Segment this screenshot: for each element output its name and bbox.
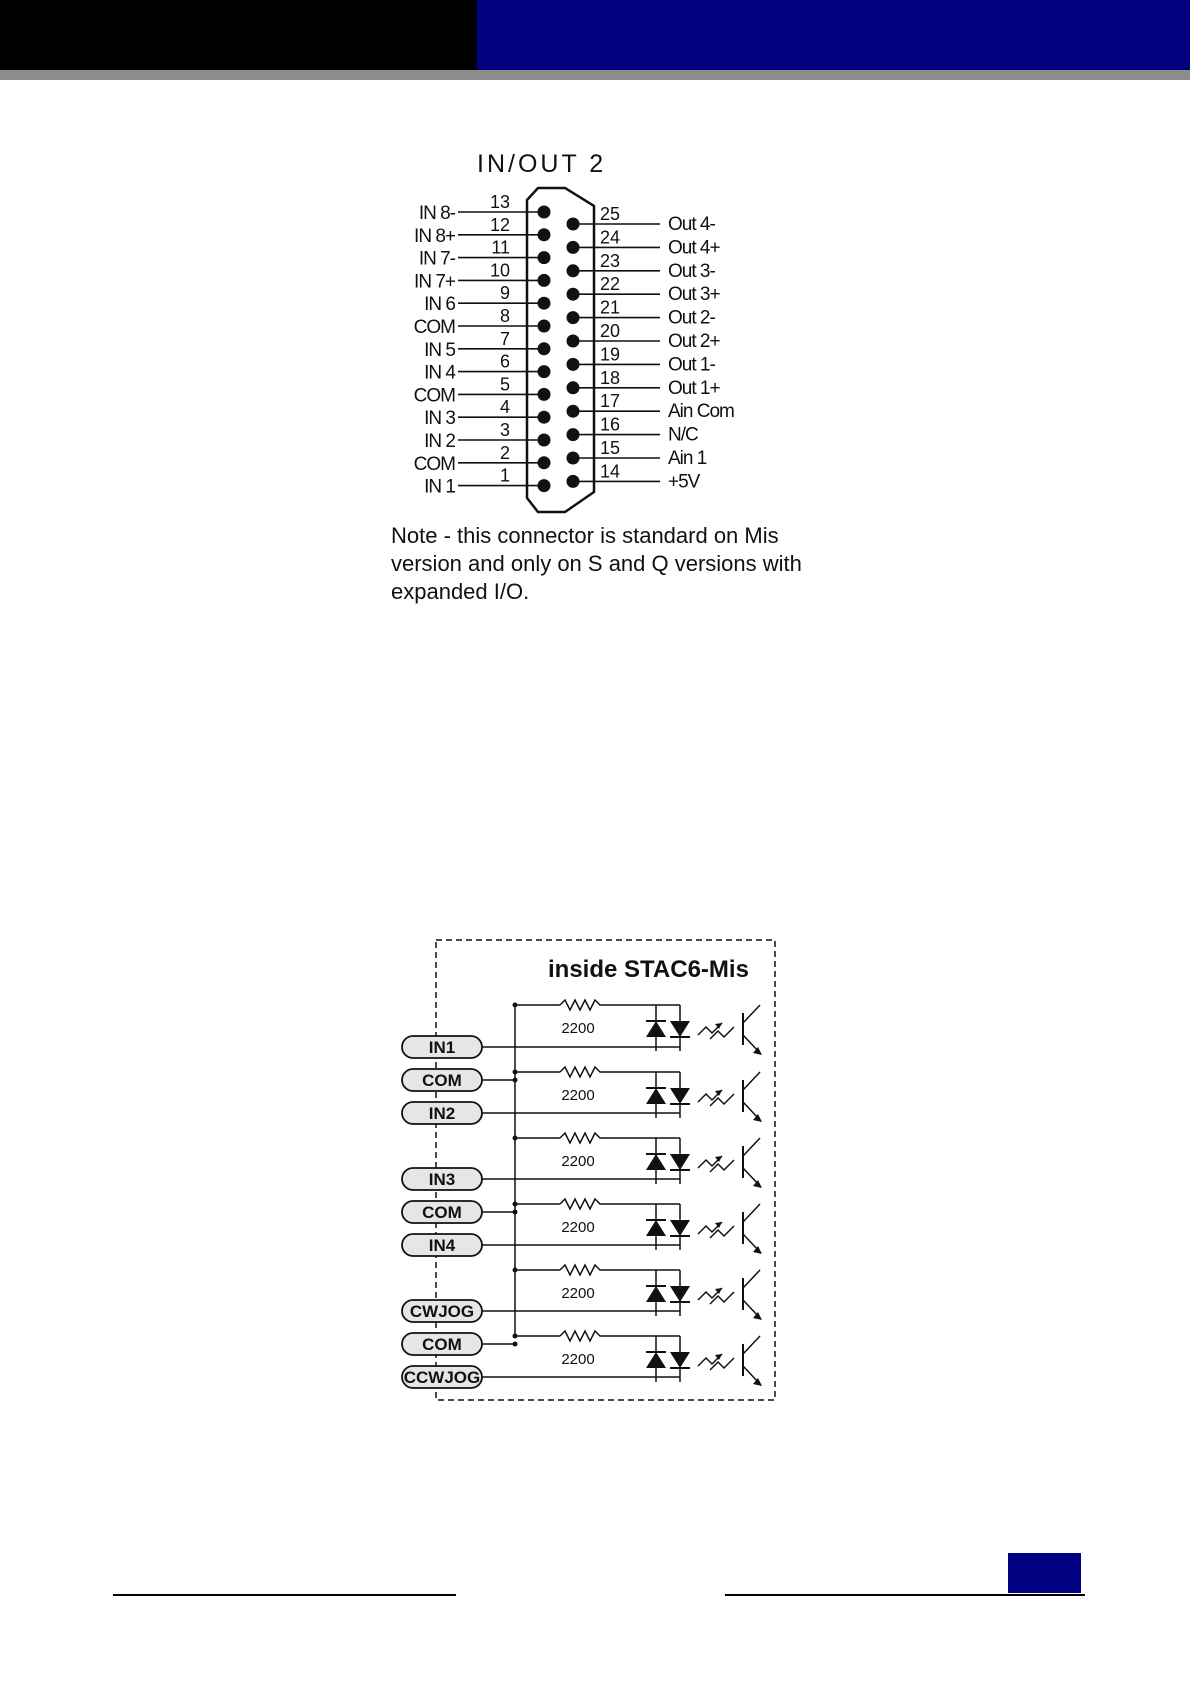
phototransistor-collector — [743, 1336, 760, 1354]
pin-number: 19 — [600, 344, 621, 365]
pin-number: 12 — [489, 214, 510, 235]
terminal-com — [402, 1201, 482, 1223]
terminal-ccwjog — [402, 1366, 482, 1388]
led-diode-up — [646, 1154, 666, 1170]
pin-label: IN 8- — [418, 203, 455, 224]
pin-number: 17 — [600, 391, 621, 412]
pin-dot — [538, 274, 551, 287]
connector-note-line-2: version and only on S and Q versions with — [391, 551, 802, 576]
pin-number: 9 — [499, 283, 510, 304]
pin-number: 25 — [600, 204, 621, 224]
pin-label: Out 3+ — [668, 284, 720, 306]
pin-number: 6 — [499, 351, 510, 372]
resistor-value: 2200 — [561, 1020, 595, 1037]
phototransistor-collector — [743, 1204, 760, 1222]
pin-label: Ain Com — [668, 401, 734, 423]
pin-label: Out 1- — [668, 354, 715, 376]
pin-number: 1 — [499, 465, 510, 486]
resistor — [560, 1133, 680, 1143]
page-number-box — [1008, 1553, 1081, 1593]
terminal-com — [402, 1333, 482, 1355]
pin-dot — [538, 434, 551, 447]
resistor-value: 2200 — [561, 1219, 595, 1236]
led-diode-up — [646, 1352, 666, 1368]
pin-dot — [538, 456, 551, 469]
pin-label: IN 4 — [424, 362, 455, 384]
right-pin-group — [567, 204, 735, 492]
pin-number: 21 — [600, 297, 621, 318]
pin-dot — [567, 335, 580, 348]
pin-dot — [567, 381, 580, 394]
led-diode-down — [670, 1352, 690, 1368]
light-arrow — [710, 1160, 734, 1172]
optocoupler-stage-group — [482, 1000, 762, 1386]
led-diode-up — [646, 1220, 666, 1236]
pin-label: Out 4+ — [668, 237, 720, 259]
light-arrow — [710, 1358, 734, 1370]
pin-label: Out 4- — [668, 214, 715, 235]
emitter-arrow — [753, 1378, 762, 1386]
input-circuit-diagram — [402, 940, 775, 1400]
led-diode-down — [670, 1286, 690, 1302]
pin-dot — [567, 218, 580, 231]
light-arrow — [710, 1226, 734, 1238]
pin-label: Out 1+ — [668, 377, 720, 399]
pin-number: 7 — [499, 328, 510, 349]
terminal-group — [402, 1036, 482, 1388]
pin-number: 5 — [499, 374, 510, 395]
phototransistor-collector — [743, 1072, 760, 1090]
terminal-label: CWJOG — [409, 1302, 475, 1321]
emitter-arrow — [753, 1312, 762, 1320]
pin-number: 8 — [499, 306, 510, 326]
led-diode-up — [646, 1021, 666, 1037]
pin-dot — [567, 452, 580, 465]
pin-number: 14 — [600, 461, 621, 482]
pin-label: IN 7+ — [414, 271, 455, 293]
led-diode-down — [670, 1088, 690, 1104]
junction-dot — [513, 1003, 518, 1008]
light-arrow — [710, 1094, 734, 1106]
resistor-value: 2200 — [561, 1351, 595, 1368]
pin-number: 24 — [600, 227, 621, 248]
pin-dot — [538, 228, 551, 241]
pin-label: Out 3- — [668, 260, 715, 282]
pin-dot — [538, 206, 551, 219]
connector-title: IN/OUT 2 — [477, 150, 607, 178]
junction-dot — [513, 1202, 518, 1207]
resistor-value: 2200 — [561, 1087, 595, 1104]
terminal-cwjog — [402, 1300, 482, 1322]
left-pin-group — [414, 192, 551, 498]
pin-dot — [538, 297, 551, 310]
pin-number: 22 — [600, 274, 621, 295]
pin-number: 3 — [499, 420, 510, 440]
resistor — [560, 1265, 680, 1275]
resistor-value: 2200 — [561, 1153, 595, 1170]
phototransistor-collector — [743, 1270, 760, 1288]
junction-dot — [513, 1210, 518, 1215]
emitter-arrow — [753, 1246, 762, 1254]
pin-label: IN 1 — [424, 476, 455, 498]
pin-dot — [567, 358, 580, 371]
terminal-com — [402, 1069, 482, 1091]
light-arrow — [710, 1027, 734, 1039]
pin-label: COM — [413, 453, 455, 475]
pin-number: 2 — [499, 442, 510, 463]
pin-number: 18 — [600, 367, 621, 388]
emitter-arrow — [753, 1114, 762, 1122]
pin-label: IN 2 — [424, 431, 455, 452]
phototransistor-collector — [743, 1005, 760, 1023]
pin-number: 20 — [600, 321, 621, 341]
pin-dot — [567, 428, 580, 441]
footer-rule-right — [725, 1594, 1085, 1596]
led-diode-down — [670, 1021, 690, 1037]
pin-number: 15 — [600, 438, 621, 458]
pin-label: IN 5 — [424, 339, 455, 361]
resistor — [560, 1067, 680, 1077]
pin-dot — [567, 241, 580, 254]
pin-label: COM — [413, 317, 455, 338]
pin-dot — [538, 479, 551, 492]
connector-note-line-3: expanded I/O. — [391, 579, 530, 604]
terminal-label: IN1 — [428, 1038, 456, 1057]
terminal-in2 — [402, 1102, 482, 1124]
connector-diagram — [391, 150, 802, 604]
phototransistor-collector — [743, 1138, 760, 1156]
junction-dot — [513, 1334, 518, 1339]
pin-dot — [567, 405, 580, 418]
pin-label: Out 2- — [668, 307, 715, 329]
led-diode-up — [646, 1286, 666, 1302]
pin-label: IN 6 — [424, 294, 455, 316]
resistor — [560, 1199, 680, 1209]
junction-dot — [513, 1078, 518, 1083]
connector-note-line-1: Note - this connector is standard on Mis — [391, 523, 779, 548]
pin-dot — [538, 365, 551, 378]
circuit-title: inside STAC6-Mis — [548, 956, 749, 983]
junction-dot — [513, 1136, 518, 1141]
pin-dot — [567, 475, 580, 488]
led-diode-up — [646, 1088, 666, 1104]
junction-dot — [513, 1070, 518, 1075]
pin-dot — [567, 311, 580, 324]
terminal-label: COM — [422, 1071, 462, 1090]
pin-label: IN 8+ — [414, 225, 455, 247]
pin-label: COM — [413, 385, 455, 407]
junction-dot — [513, 1268, 518, 1273]
terminal-label: COM — [422, 1203, 462, 1222]
terminal-label: IN3 — [428, 1170, 456, 1189]
resistor — [560, 1331, 680, 1341]
pin-number: 4 — [499, 397, 510, 418]
footer-rule-left — [113, 1594, 456, 1596]
pin-dot — [538, 251, 551, 264]
pin-dot — [538, 342, 551, 355]
light-arrow — [710, 1292, 734, 1304]
emitter-arrow — [753, 1047, 762, 1055]
junction-dot — [513, 1342, 518, 1347]
terminal-label: IN4 — [428, 1236, 456, 1255]
led-diode-down — [670, 1154, 690, 1170]
terminal-in3 — [402, 1168, 482, 1190]
terminal-in1 — [402, 1036, 482, 1058]
pin-number: 13 — [489, 192, 510, 212]
pin-label: +5V — [668, 471, 700, 493]
pin-number: 11 — [491, 237, 510, 258]
pin-number: 10 — [489, 260, 510, 281]
pin-label: N/C — [668, 424, 698, 446]
pin-number: 23 — [600, 250, 621, 271]
pin-dot — [567, 288, 580, 301]
resistor-value: 2200 — [561, 1285, 595, 1302]
emitter-arrow — [753, 1180, 762, 1188]
terminal-label: COM — [422, 1335, 462, 1354]
terminal-in4 — [402, 1234, 482, 1256]
pin-number: 16 — [600, 414, 621, 435]
pin-dot — [538, 388, 551, 401]
pin-dot — [538, 320, 551, 333]
right-pin — [567, 204, 716, 235]
pin-label: Ain 1 — [668, 448, 707, 469]
led-diode-down — [670, 1220, 690, 1236]
terminal-label: CCWJOG — [403, 1368, 481, 1387]
pin-label: Out 2+ — [668, 331, 720, 352]
pin-dot — [567, 264, 580, 277]
resistor — [560, 1000, 680, 1010]
terminal-label: IN2 — [428, 1104, 456, 1123]
pin-label: IN 7- — [418, 248, 455, 270]
pin-label: IN 3 — [424, 408, 455, 430]
pin-dot — [538, 411, 551, 424]
